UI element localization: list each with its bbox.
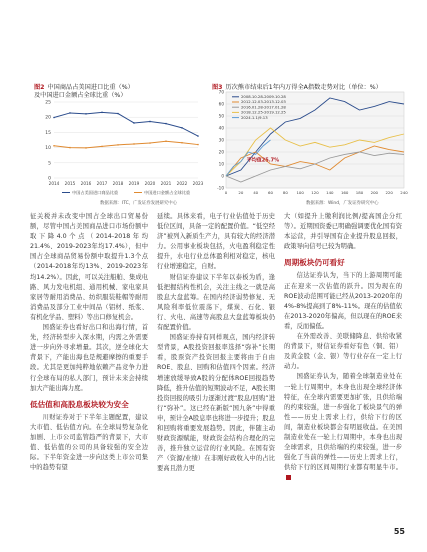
data-point [149, 121, 151, 123]
series-line-1 [54, 141, 198, 148]
section-heading: 低估值和高股息板块较为安全 [30, 399, 129, 409]
data-point [101, 146, 103, 148]
y-tick-label: 25 [45, 100, 51, 106]
paragraph: 信达证券认为，当下的上游周期可能正在迎来一次估值的跃升。因为现在的ROE波动范围可能已经从2013-2020年的4%-8%提高到了8%-11%。现在的估值依在2013-2020年偏高，但以现在的ROE来看，反而偏低。 [284, 272, 402, 330]
y-tick-label: 10 [45, 146, 51, 152]
data-point [133, 143, 135, 145]
y-tick-label: 20 [45, 115, 51, 121]
y-tick-label: 40 [218, 125, 224, 131]
data-point [117, 113, 119, 115]
legend-label: 2016.01.28-2017.01.28 [241, 104, 286, 110]
data-point [117, 144, 119, 146]
data-point [165, 123, 167, 125]
y-tick-label: 70 [218, 89, 224, 95]
y-tick-label: 50 [218, 113, 224, 119]
x-tick-label: 200 [370, 190, 379, 195]
text-column-2 [157, 212, 275, 474]
x-tick-label: 2015 [64, 181, 76, 186]
paragraph: 川财证券对于下半年主题配置，建议大市值、低估值方向。在全球局势复杂化加剧、上市公司监管趋严的背景下，大市值、低估值的公司的具备较强的安全边际。下半年资金进一步向这类上市公司集中的趋势有望 [30, 413, 148, 472]
y-tick-label: 0 [48, 176, 51, 182]
paragraph: 财信证券建议下半年以泰板为盾，逢低把握结构性机会，关注主线之一就是高股息大盘蓝筹。在国内经济弱势修复、无风险利率低位震荡下，煤炭、石化、银行、火电、高速等高股息大盘蓝筹板块仍有配置价值。 [157, 273, 275, 332]
y-tick-label: 0 [221, 173, 224, 179]
figure-2-title-text: 中国商品占美国进口比重（%） 及中国进口金额占全球比重（%） [34, 84, 134, 99]
x-tick-label: 140 [326, 190, 334, 195]
figure-3-number: 图3 [212, 84, 223, 91]
data-point [85, 147, 87, 149]
x-tick-label: 160 [340, 190, 349, 195]
y-tick-label: -10 [217, 185, 224, 191]
section-heading: 周期板块仍可看好 [284, 258, 345, 268]
legend-label: 中国占美国进口商品比重 [72, 190, 119, 195]
x-tick-label: 2016 [80, 181, 92, 186]
x-tick-label: 20 [238, 190, 244, 195]
data-point [101, 112, 103, 114]
y-tick-label: 20 [218, 149, 224, 155]
x-tick-label: 2014 [48, 181, 60, 186]
y-tick-label: 5 [48, 161, 51, 167]
legend-label: 2018.12.25-2019.12.25 [241, 109, 286, 115]
data-point [181, 127, 183, 129]
figure-2-source: 数据来源：ITC，广发证券发展研究中心 [100, 201, 178, 206]
data-point [85, 113, 87, 115]
figure-3-title-text: 历次熊市结束后1年内万得全A指数走势对比（单位：%） [225, 84, 382, 91]
paragraph: 延续。具体来看，电子行业估值处于历史低位区间，具备一定的配置价值。“低空经济”被列入新质生产力，具有较大的经济潜力。公用事业板块包括，火电盈利稳定性提升，水电行业总体盈利相对稳定，核电行业增速稳定，自财。 [157, 213, 275, 271]
y-tick-label: 10 [218, 161, 224, 167]
data-point [53, 117, 55, 119]
figure-3-source: 数据来源：Wind，广发证券研究中心 [306, 201, 379, 206]
figure-2-number: 图2 [34, 84, 45, 91]
x-tick-label: 40 [253, 190, 259, 195]
x-tick-label: 180 [355, 190, 364, 195]
article-end-mark [286, 475, 291, 480]
x-tick-label: 60 [268, 190, 273, 195]
x-tick-label: 2022 [176, 181, 188, 186]
data-point [69, 147, 71, 149]
y-tick-label: 60 [218, 101, 224, 107]
x-tick-label: 2017 [96, 181, 108, 186]
data-point [69, 112, 71, 114]
legend-label: 2008.10.28-2009.10.28 [241, 94, 286, 99]
data-point [149, 142, 151, 144]
x-tick-label: 120 [311, 190, 319, 195]
text-column-3 [284, 212, 402, 483]
x-tick-label: 2019 [128, 181, 140, 186]
paragraph: 征关税并未改变中国占全球出口贸易份额，尽管中国占美国商品进口市场份额中取下降4.0个点（2014-2018年均21.4%、2019-2023年均17.4%），但中国占全球商品贸易份额中取提升1.3个点（2014-2018年均13%、2019-2023年均14.2%）。因此，可以关注船舶、集成电路、风力发电机组、通用机械、家电家具家居等耐用消费品、纺织服装鞋帽等耐用消费品及部分工业中间品（铝材、纸浆、有机化学品、塑料）等出口修复机会。 [30, 213, 148, 321]
data-point [165, 140, 167, 142]
x-tick-label: 2020 [144, 181, 156, 186]
data-point [133, 122, 135, 124]
x-tick-label: 80 [282, 190, 288, 195]
y-tick-label: 15 [45, 130, 51, 136]
data-point [197, 135, 199, 137]
paragraph: 国盛证券也看好出口和出海行情，首先，经济转型步入深水期，内需之外需要进一步向外寻求增量。其次，逆全球化大背景下，产能出海也是规避摩擦的重要手段。尤其是更加纯粹地依赖产品竞争力进行全球布局的私人部门，预计未来会持续加大产能出海力度。 [30, 324, 148, 392]
x-tick-label: 2021 [160, 181, 172, 186]
paragraph: 大（如提升上缴利润比例/提高国企分红等）。近期国资委已明确强调要优化国有资本运营，并引导国有企业提升股息回报，政策导向信号已较为明确。 [284, 213, 402, 251]
x-tick-label: 2018 [112, 181, 124, 186]
x-tick-label: 220 [385, 190, 393, 195]
data-point [197, 144, 199, 146]
legend-label: 2024.1.1/9.13 [241, 114, 268, 120]
legend-label: 中国进口金额占全球比重 [144, 190, 191, 195]
figure-3-chart [212, 88, 408, 200]
y-tick-label: 30 [218, 137, 224, 143]
legend-label: 2012.12.03-2013.12.03 [241, 99, 286, 105]
x-tick-label: 100 [296, 190, 304, 195]
chart-annotation: 平均值25.7% [246, 157, 280, 164]
paragraph: 国盛证券持有同样观点，国内经济转型背景，A股投资回报率选择“弥补”长期看，股票资产投资回报主要将由于自由ROE、股息、回购和估值四个因素。经济增速放缓导致A股的分配体ROE回报趋势降低，推升估值的短期波动不足，A股长期投资回报的吸引力逐渐过渡“股息/回购”进行“弥补”。这已经在新版“国九条”中得重申，预计全A股息率也将进一步提升；股息和回购将重要发展趋势。因此，伴随主动财政资源赋能，财政资金结构合理化的完善，推升独立运营的行业风险。在国有资产（资源/业绩）在非刚好政收入中的占比要高且潜力更 [157, 334, 275, 473]
figure-2-chart [34, 96, 204, 200]
paragraph: 在外需改善、美联储降息、供给收紧的背景下，财信证券看好有色（铜、铝）及黄金股（金、银）等行业存在一定上行动力。 [284, 333, 402, 371]
x-tick-label: 2023 [192, 181, 204, 186]
x-tick-label: 0 [224, 190, 228, 195]
text-column-1 [30, 212, 148, 473]
data-point [181, 142, 183, 144]
paragraph: 国盛证券认为，随着全球制造业处在一轮上行周期中，本身也出现全球经济体特征，在全球内需要更加扩张，且供给端的约束较强，进一步强化了板块景气的弹性——历史上需求上行，供给下行的区间，制造业板块都会有明显收益。在美国制造业处在一轮上行周期中，本身也出现全球需求，且供给端的约束较强，进一步强化了当前的弹性——历史上需求上行，供给下行的区间周期行业都有明显牛市。 [284, 372, 402, 483]
x-tick-label: 240 [400, 190, 408, 195]
data-point [53, 145, 55, 147]
page-number: 55 [393, 527, 405, 536]
